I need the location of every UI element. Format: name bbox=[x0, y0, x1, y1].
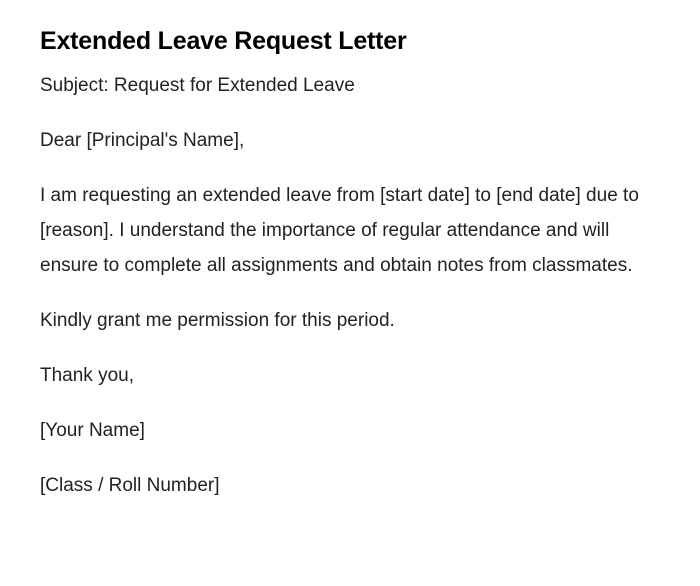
letter-request: Kindly grant me permission for this period. bbox=[40, 310, 395, 331]
letter-signature-name: [Your Name] bbox=[40, 420, 145, 441]
letter-class-roll: [Class / Roll Number] bbox=[40, 475, 220, 496]
letter-closing: Thank you, bbox=[40, 365, 134, 386]
letter-subject: Subject: Request for Extended Leave bbox=[40, 75, 355, 96]
letter-title: Extended Leave Request Letter bbox=[40, 27, 407, 55]
letter-document bbox=[40, 24, 640, 503]
letter-body: I am requesting an extended leave from [start date] to [end date] due to [reason]. I understand the importance of regular attendance and will ensure to complete all assignments and obtain notes from classmates. bbox=[40, 185, 639, 276]
letter-salutation: Dear [Principal's Name], bbox=[40, 130, 245, 151]
